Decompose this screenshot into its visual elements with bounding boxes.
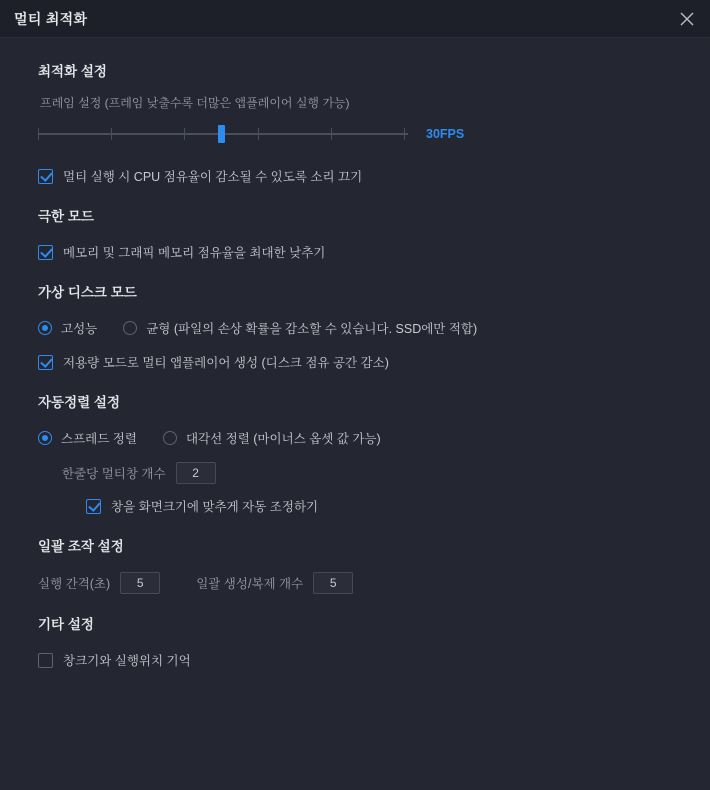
radio-item-balanced[interactable] <box>123 319 477 337</box>
radio-item-diagonal-arrange[interactable] <box>163 429 381 447</box>
checkbox-lower-memory[interactable] <box>38 245 53 260</box>
frame-slider[interactable] <box>38 123 408 145</box>
windows-per-row-label: 한줄당 멀티창 개수 <box>62 467 166 481</box>
section-title-optimization: 최적화 설정 <box>38 64 107 79</box>
checkbox-mute-label: 멀티 실행 시 CPU 점유율이 감소될 수 있도록 소리 끄기 <box>63 170 363 184</box>
mute-on-multi-run-row[interactable] <box>38 163 674 189</box>
checkbox-fit-to-screen-label: 창을 화면크기에 맞추게 자동 조정하기 <box>111 500 319 514</box>
section-title-auto-arrange: 자동정렬 설정 <box>38 395 120 410</box>
batch-count-input[interactable] <box>313 572 353 594</box>
fit-to-screen-row[interactable] <box>86 493 674 519</box>
section-title-virtual-disk: 가상 디스크 모드 <box>38 285 137 300</box>
title-bar <box>0 0 710 38</box>
batch-count-group <box>196 572 353 594</box>
checkbox-fit-to-screen[interactable] <box>86 499 101 514</box>
windows-per-row-row <box>62 459 674 487</box>
radio-balanced[interactable] <box>123 321 137 335</box>
slider-tick <box>184 128 185 140</box>
slider-tick <box>331 128 332 140</box>
radio-spread-arrange[interactable] <box>38 431 52 445</box>
radio-diagonal-arrange[interactable] <box>163 431 177 445</box>
fps-value-label: 30FPS <box>426 127 465 141</box>
remember-window-row[interactable] <box>38 647 674 673</box>
batch-count-label: 일괄 생성/복제 개수 <box>196 577 304 591</box>
radio-diagonal-arrange-label: 대각선 정렬 (마이너스 옵셋 값 가능) <box>185 432 381 446</box>
checkbox-remember-window[interactable] <box>38 653 53 668</box>
lower-memory-row[interactable] <box>38 239 674 265</box>
section-extreme-mode <box>38 205 674 265</box>
section-title-batch-control: 일괄 조작 설정 <box>38 539 124 554</box>
checkbox-lower-memory-label: 메모리 및 그래픽 메모리 점유율을 최대한 낮추기 <box>63 246 326 260</box>
section-title-extreme-mode: 극한 모드 <box>38 209 94 224</box>
checkbox-mute-on-multi-run[interactable] <box>38 169 53 184</box>
slider-tick <box>38 128 39 140</box>
section-etc <box>38 613 674 673</box>
checkbox-low-capacity-mode-label: 저용량 모드로 멀티 앱플레이어 생성 (디스크 점유 공간 감소) <box>63 356 389 370</box>
windows-per-row-input[interactable] <box>176 462 216 484</box>
radio-high-performance[interactable] <box>38 321 52 335</box>
section-virtual-disk-mode <box>38 281 674 375</box>
slider-tick <box>258 128 259 140</box>
section-optimization <box>38 60 674 189</box>
radio-balanced-label: 균형 (파일의 손상 확률을 감소할 수 있습니다. SSD에만 적합) <box>146 322 478 336</box>
section-auto-arrange <box>38 391 674 519</box>
auto-arrange-radio-group <box>38 425 674 451</box>
batch-interval-input[interactable] <box>120 572 160 594</box>
batch-interval-group <box>38 572 160 594</box>
checkbox-remember-window-label: 창크기와 실행위치 기억 <box>63 654 191 668</box>
section-title-etc: 기타 설정 <box>38 617 94 632</box>
slider-thumb[interactable] <box>218 125 225 143</box>
section-batch-control <box>38 535 674 597</box>
batch-interval-label: 실행 간격(초) <box>38 577 111 591</box>
radio-item-spread-arrange[interactable] <box>38 429 137 447</box>
low-capacity-mode-row[interactable] <box>38 349 674 375</box>
slider-tick <box>404 128 405 140</box>
radio-spread-arrange-label: 스프레드 정렬 <box>61 432 137 446</box>
radio-high-performance-label: 고성능 <box>61 322 98 336</box>
virtual-disk-radio-group <box>38 315 674 341</box>
frame-hint-text: 프레임 설정 (프레임 낮출수록 더많은 앱플레이어 실행 가능) <box>40 96 350 110</box>
radio-item-high-performance[interactable] <box>38 319 97 337</box>
slider-tick <box>111 128 112 140</box>
batch-fields-row <box>38 569 674 597</box>
settings-content <box>0 38 710 790</box>
window-title: 멀티 최적화 <box>14 10 88 27</box>
frame-slider-row <box>38 123 674 145</box>
close-icon[interactable] <box>664 0 710 38</box>
checkbox-low-capacity-mode[interactable] <box>38 355 53 370</box>
